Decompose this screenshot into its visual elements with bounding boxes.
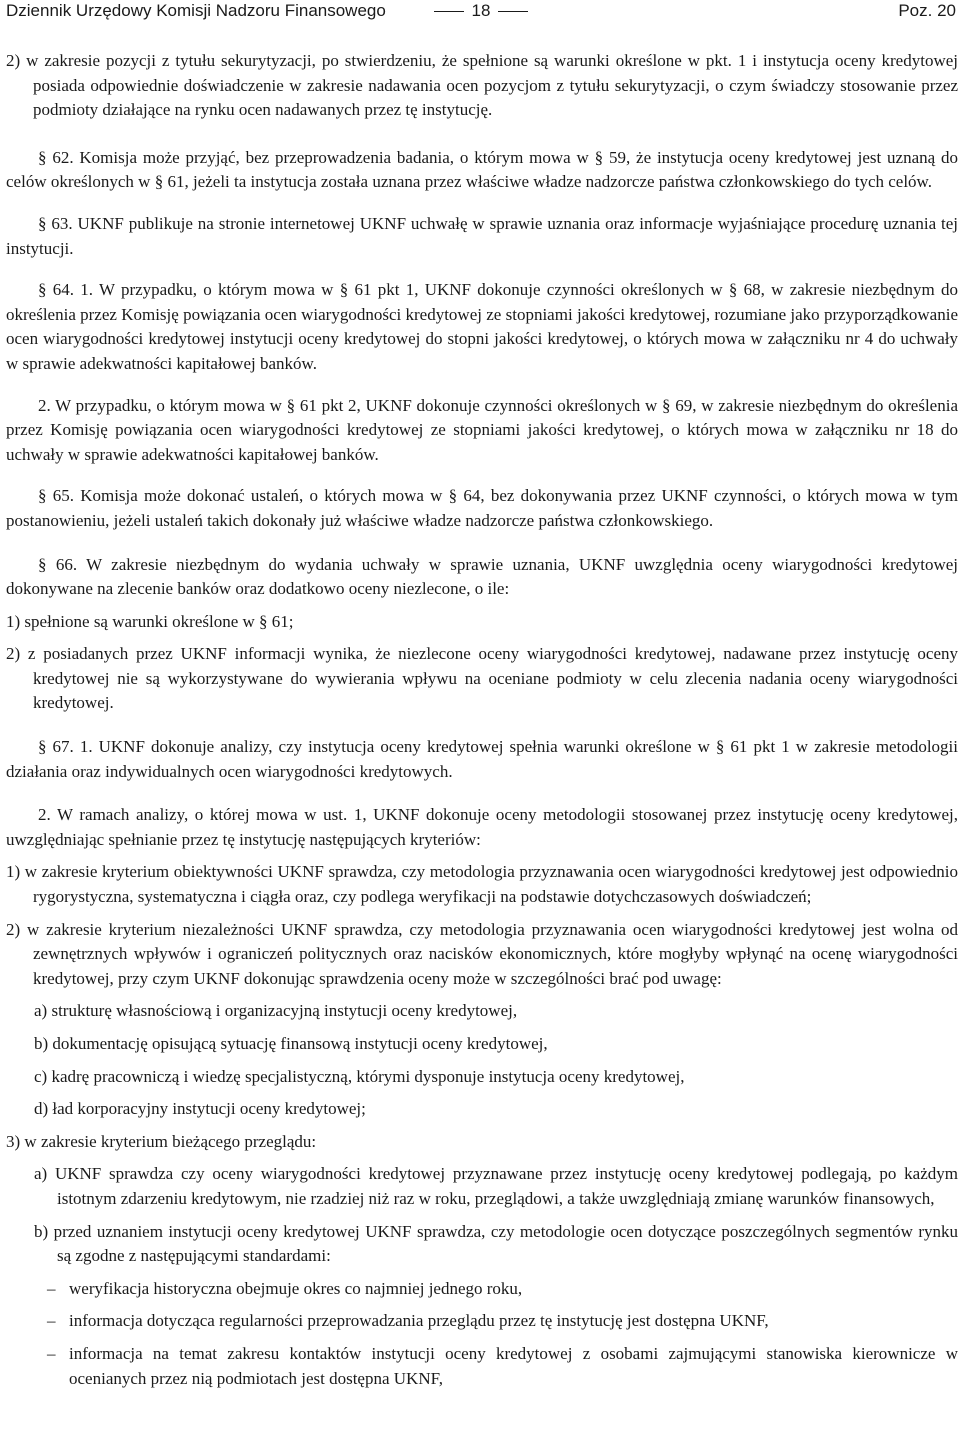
section-67-2-point-1: 1) w zakresie kryterium obiektywności UKNF sprawdza, czy metodologia przyznawania ocen wiarygodności kredytowej jest odpowiednio rygorystyczna, systematyczna i ciągła oraz, czy podlega weryfikacji na podstawie dotychczasowych doświadczeń; (6, 862, 958, 907)
standard-dash-item-3 (6, 1342, 958, 1391)
section-66: § 66. W zakresie niezbędnym do wydania uchwały w sprawie uznania, UKNF uwzględnia oceny wiarygodności kredytowej dokonywane na zlecenie banków oraz dodatkowo oceny niezlecone, o ile: (6, 554, 958, 599)
point-2-securitization: 2) w zakresie pozycji z tytułu sekurytyzacji, po stwierdzeniu, że spełnione są warunki określone w pkt. 1 i instytucja oceny kredytowej posiada odpowiednie doświadczenie w zakresie nadawania ocen pozycjom z tytułu sekurytyzacji, o czym świadczy stosowanie przez podmioty działające na rynku ocen nadawanych przez tę instytucję. (6, 51, 958, 120)
section-67-1: § 67. 1. UKNF dokonuje analizy, czy instytucja oceny kredytowej spełnia warunki określone w § 61 pkt 1 w zakresie metodologii działania oraz indywidualnych ocen wiarygodności kredytowych. (6, 737, 958, 781)
document-body (6, 49, 958, 1391)
section-67-2-point-2-d: d) ład korporacyjny instytucji oceny kredytowej; (34, 1099, 366, 1119)
dash-left (434, 11, 464, 12)
section-67-2-point-3-b: b) przed uznaniem instytucji oceny kredytowej UKNF sprawdza, czy metodologie ocen dotyczące poszczególnych segmentów rynku są zgodne z następującymi standardami: (34, 1221, 958, 1266)
standard-dash-item-3-text: informacja na temat zakresu kontaktów instytucji oceny kredytowej z osobami zajmującymi stanowiska kierownicze w ocenianych przez nią podmiotach jest dostępna UKNF, (69, 1343, 958, 1388)
standard-dash-item-2-text: informacja dotycząca regularności przeprowadzania przeglądu przez tę instytucję jest dostępna UKNF, (69, 1311, 769, 1331)
dash-bullet: – (47, 1278, 56, 1298)
page-number-text: 18 (471, 1, 491, 20)
section-67-2-point-2: 2) w zakresie kryterium niezależności UKNF sprawdza, czy metodologia przyznawania ocen wiarygodności kredytowej jest wolna od zewnętrznych wpływów i ograniczeń politycznych oraz nacisków ekonomicznych, które mogłyby wpłynąć na ocenę wiarygodności kredytowej, przy czym UKNF dokonując sprawdzenia oceny może w szczególności brać pod uwagę: (6, 919, 958, 988)
section-63: § 63. UKNF publikuje na stronie internetowej UKNF uchwałę w sprawie uznania oraz informacje wyjaśniające procedurę uznania tej instytucji. (6, 213, 958, 258)
section-64-2: 2. W przypadku, o którym mowa w § 61 pkt 2, UKNF dokonuje czynności określonych w § 69, w zakresie niezbędnym do określenia przez Komisję powiązania ocen wiarygodności kredytowej ze stopniami jakości kredytowej, o których mowa w załączniku nr 18 do uchwały w sprawie adekwatności kapitałowej banków. (6, 395, 958, 464)
section-67-2: 2. W ramach analizy, o której mowa w ust. 1, UKNF dokonuje oceny metodologii stosowanej przez instytucję oceny kredytowej, uwzględniając spełnianie przez tę instytucję następujących kryteriów: (6, 805, 958, 849)
journal-title: Dziennik Urzędowy Komisji Nadzoru Finansowego (6, 1, 386, 20)
standard-dash-item-2 (6, 1309, 958, 1334)
section-66-point-2: 2) z posiadanych przez UKNF informacji wynika, że niezlecone oceny wiarygodności kredytowej, nadawane przez instytucję oceny kredytowej nie są wykorzystywane do wywierania wpływu na oceniane podmioty w celu zlecenia nadania oceny wiarygodności kredytowej. (6, 644, 958, 713)
dash-right (498, 11, 528, 12)
page-header (6, 0, 956, 26)
section-67-2-point-2-c: c) kadrę pracowniczą i wiedzę specjalistyczną, którymi dysponuje instytucja oceny kredytowej, (34, 1066, 685, 1086)
section-64-1: § 64. 1. W przypadku, o którym mowa w § 61 pkt 1, UKNF dokonuje czynności określonych w § 68, w zakresie niezbędnym do określenia przez Komisję powiązania ocen wiarygodności kredytowej ze stopniami jakości kredytowej, rozumiane jako przyporządkowanie ocen wiarygodności kredytowej instytucji oceny kredytowej do stopni jakości kredytowej, o których mowa w załączniku nr 4 do uchwały w sprawie adekwatności kapitałowej banków. (6, 280, 958, 373)
section-67-2-point-2-a: a) strukturę własnościową i organizacyjną instytucji oceny kredytowej, (34, 1001, 518, 1021)
standard-dash-item-1 (6, 1277, 958, 1302)
section-67-2-point-2-b: b) dokumentację opisującą sytuację finansową instytucji oceny kredytowej, (34, 1034, 548, 1053)
dash-bullet: – (47, 1343, 56, 1363)
position-label: Poz. 20 (898, 1, 956, 20)
section-66-point-1: 1) spełnione są warunki określone w § 61; (6, 611, 294, 631)
page-number (416, 0, 546, 22)
section-62: § 62. Komisja może przyjąć, bez przeprowadzenia badania, o którym mowa w § 59, że instytucja oceny kredytowej jest uznaną do celów określonych w § 61, jeżeli ta instytucja została uznana przez właściwe władze nadzorcze państwa członkowskiego do tych celów. (6, 147, 958, 192)
section-65: § 65. Komisja może dokonać ustaleń, o których mowa w § 64, bez dokonywania przez UKNF czynności, o których mowa w tym postanowieniu, jeżeli ustaleń takich dokonały już właściwe władze nadzorcze państwa członkowskiego. (6, 486, 958, 530)
dash-bullet: – (47, 1311, 56, 1331)
section-67-2-point-3: 3) w zakresie kryterium bieżącego przeglądu: (6, 1131, 317, 1151)
section-67-2-point-3-a: a) UKNF sprawdza czy oceny wiarygodności kredytowej przyznawane przez instytucję oceny kredytowej podlegają, po każdym istotnym zdarzeniu kredytowym, nie rzadziej niż raz w roku, przeglądowi, a także uwzględniają zmianę warunków finansowych, (34, 1164, 958, 1208)
standard-dash-item-1-text: weryfikacja historyczna obejmuje okres co najmniej jednego roku, (69, 1278, 523, 1298)
